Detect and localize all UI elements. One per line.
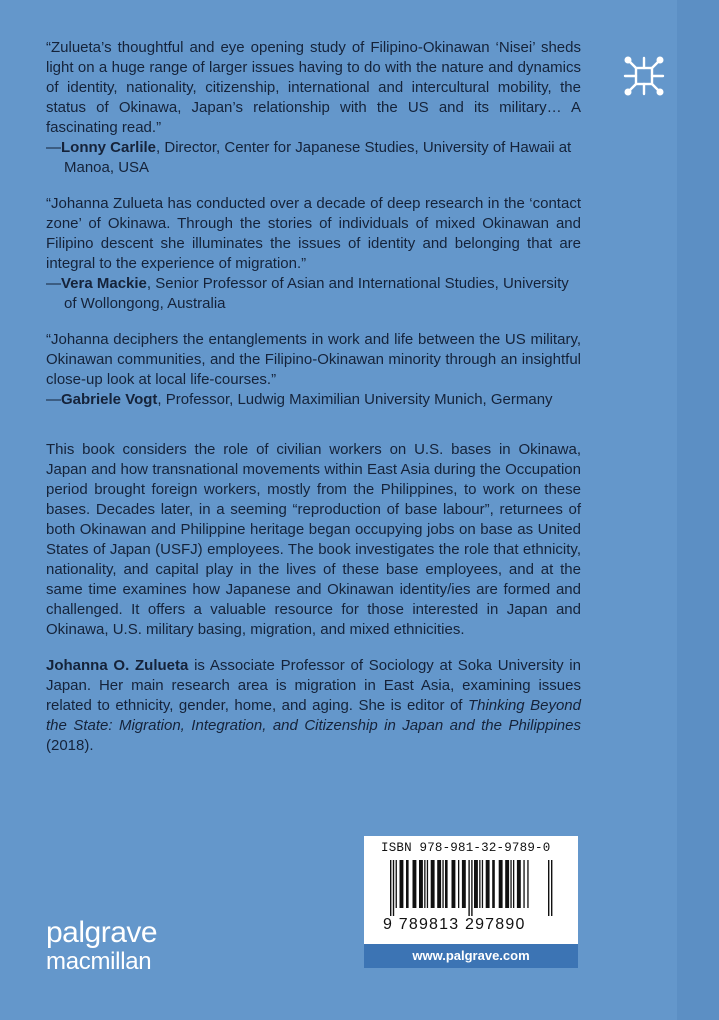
reviewer-name: Gabriele Vogt	[61, 391, 158, 408]
barcode	[388, 860, 556, 916]
review-attribution	[46, 138, 581, 178]
reviewer-name: Vera Mackie	[61, 275, 147, 292]
barcode-bar	[499, 860, 503, 908]
book-description: This book considers the role of civilian workers on U.S. bases in Okinawa, Japan and how transnational movements within East Asia during the Occupation period brought foreign workers, mostly from the Philippines, to work on these bases. Decades later, in a seeming “reproduction of base labour”, returnees of both Okinawan and Philippine heritage began occupying jobs on base as United States of Japan (USFJ) employees. The book investigates the role that ethnicity, nationality, and capital play in the lives of these base employees, and at the same time examines how Japanese and Okinawan identity/ies are formed and challenged. It offers a valuable resource for those interested in Japan and Okinawa, U.S. military basing, migration, and mixed ethnicities.	[46, 441, 581, 638]
attribution-dash: —	[46, 275, 61, 292]
publisher-name-line1: palgrave	[46, 916, 158, 949]
attribution-dash: —	[46, 391, 61, 408]
barcode-bar	[468, 860, 469, 916]
book-title: Thinking Beyond the State: Migration, Integration, and Citizenship in Japan and the Philippines	[46, 697, 581, 734]
barcode-bar	[424, 860, 425, 908]
barcode-bar	[413, 860, 417, 908]
isbn-label: ISBN 978-981-32-9789-0	[381, 841, 551, 855]
reviewer-affiliation: , Director, Center for Japanese Studies, University of Hawaii at Manoa, USA	[64, 139, 572, 176]
author-bio	[46, 656, 581, 756]
barcode-bar	[505, 860, 509, 908]
barcode-bar	[393, 860, 394, 916]
review-quote: “Johanna Zulueta has conducted over a decade of deep research in the ‘contact zone’ of Okinawa. Through the stories of individuals of mixed Okinawan and Filipino descent she illuminates the issues of identity and belonging that are integral to the experience of migration.”	[46, 195, 581, 272]
barcode-bar	[492, 860, 495, 908]
barcode-bar	[471, 860, 472, 916]
review-quote: “Johanna deciphers the entanglements in work and life between the US military, Okinawan communities, and the Filipino-Okinawan minority through an insightful close-up look at local life-courses.”	[46, 331, 581, 388]
barcode-bar	[474, 860, 478, 908]
barcode-bar	[445, 860, 448, 908]
back-cover-text	[46, 38, 581, 756]
barcode-bar	[517, 860, 521, 908]
barcode-bar	[437, 860, 441, 908]
reviewer-affiliation: , Senior Professor of Asian and International Studies, University of Wollongong, Australia	[64, 275, 569, 312]
review-attribution	[46, 274, 581, 314]
reviewer-affiliation: , Professor, Ludwig Maximilian University Munich, Germany	[157, 391, 553, 408]
barcode-bar	[513, 860, 514, 908]
publisher-name-line2: macmillan	[46, 948, 152, 975]
barcode-bar	[551, 860, 552, 916]
spine	[677, 0, 719, 1020]
barcode-bar	[548, 860, 549, 916]
barcode-bar	[419, 860, 423, 908]
reviewer-name: Lonny Carlile	[61, 139, 157, 156]
barcode-bar	[390, 860, 391, 916]
barcode-bar	[431, 860, 435, 908]
barcode-bar	[396, 860, 397, 908]
barcode-digits: 9 789813 297890	[383, 916, 526, 933]
barcode-bar	[462, 860, 466, 908]
barcode-bar	[458, 860, 459, 908]
barcode-bar	[406, 860, 409, 908]
author-name: Johanna O. Zulueta	[46, 657, 189, 674]
isbn-barcode-box	[364, 836, 578, 968]
bio-text: is Associate Professor of Sociology at Soka University in Japan. Her main research area is migration in East Asia, examining issues related to ethnicity, gender, home, and aging. She is editor of	[46, 657, 581, 714]
attribution-dash: —	[46, 139, 61, 156]
publisher-url[interactable]: www.palgrave.com	[364, 944, 578, 968]
publisher-logo	[46, 918, 157, 976]
barcode-bar	[482, 860, 483, 908]
review-attribution	[46, 390, 581, 410]
barcode-bar	[452, 860, 456, 908]
barcode-bar	[523, 860, 524, 908]
bio-text-end: (2018).	[46, 737, 94, 754]
barcode-bar	[486, 860, 490, 908]
barcode-bar	[479, 860, 480, 908]
barcode-bar	[442, 860, 443, 908]
barcode-bar	[400, 860, 404, 908]
network-node-icon	[620, 52, 668, 100]
barcode-bar	[427, 860, 428, 908]
review-quote: “Zulueta’s thoughtful and eye opening study of Filipino-Okinawan ‘Nisei’ sheds light on a huge range of larger issues having to do with the nature and dynamics of identity, nationality, citizenship, international and intercultural mobility, the status of Okinawa, Japan’s relationship with the US and its military… A fascinating read.”	[46, 39, 581, 136]
barcode-bar	[527, 860, 528, 908]
barcode-bar	[510, 860, 511, 908]
